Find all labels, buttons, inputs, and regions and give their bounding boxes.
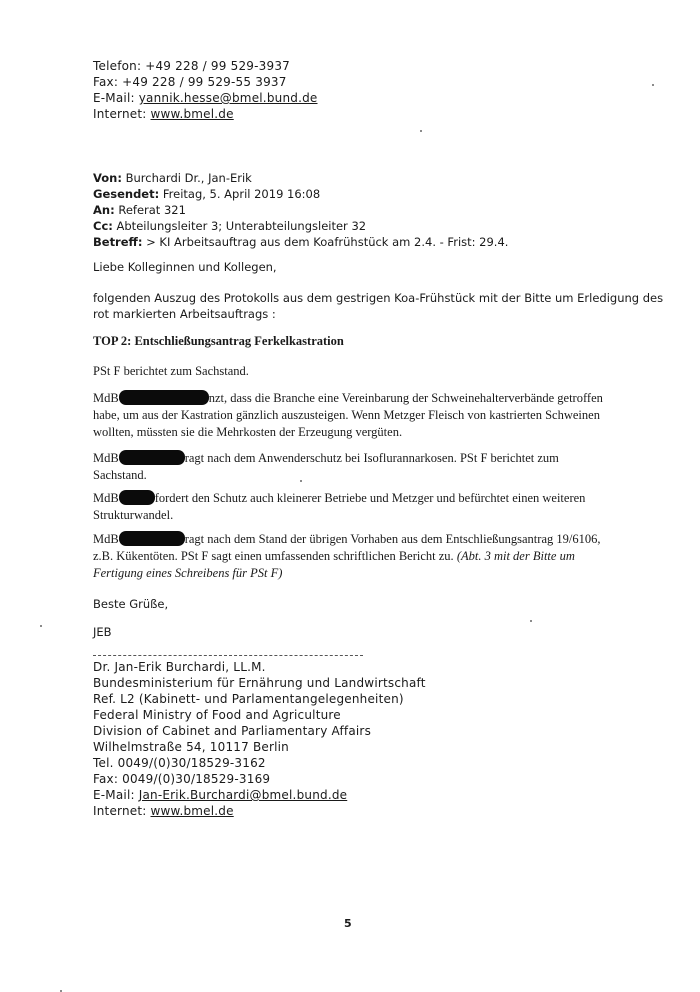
p5-mdb: MdB [93, 532, 119, 546]
p4-text-2: Strukturwandel. [93, 508, 174, 522]
sig-ministry-en: Federal Ministry of Food and Agriculture [93, 708, 341, 722]
redaction-bar [119, 450, 185, 465]
von-value: Burchardi Dr., Jan-Erik [125, 171, 252, 185]
email-header [93, 170, 508, 250]
betreff-label: Betreff: [93, 235, 143, 249]
protocol-p3 [93, 450, 559, 484]
redaction-bar [119, 390, 209, 405]
p5-text-1: ragt nach dem Stand der übrigen Vorhaben aus dem Entschließungsantrag 19/6106, [184, 532, 601, 546]
intro-line-2: rot markierten Arbeitsauftrags : [93, 307, 276, 321]
scan-speck [40, 625, 42, 627]
redaction-bar [119, 531, 185, 546]
p3-text-1: ragt nach dem Anwenderschutz bei Isoflurannarkosen. PSt F berichtet zum [184, 451, 559, 465]
sig-ref: Ref. L2 (Kabinett- und Parlamentangelegenheiten) [93, 692, 404, 706]
scan-speck [300, 480, 302, 482]
email-an [93, 202, 508, 218]
p5-text-2b: (Abt. 3 mit der Bitte um [456, 549, 575, 563]
header-internet-link[interactable]: www.bmel.de [150, 107, 234, 121]
intro-paragraph [93, 290, 663, 322]
p3-mdb: MdB [93, 451, 119, 465]
sig-ministry-de: Bundesministerium für Ernährung und Landwirtschaft [93, 676, 426, 690]
initials [93, 624, 112, 640]
sig-address: Wilhelmstraße 54, 10117 Berlin [93, 740, 289, 754]
p1-text: PSt F berichtet zum Sachstand. [93, 364, 249, 378]
greeting [93, 259, 277, 275]
scan-speck [420, 130, 422, 132]
p4-mdb: MdB [93, 491, 119, 505]
p3-text-2: Sachstand. [93, 468, 147, 482]
header-email-line [93, 90, 318, 106]
email-gesendet [93, 186, 508, 202]
closing [93, 596, 168, 612]
top-heading [93, 333, 344, 350]
signature-block [93, 659, 426, 819]
header-internet-line [93, 106, 318, 122]
signature-divider [93, 655, 363, 656]
page-number: 5 [344, 917, 352, 930]
an-value: Referat 321 [118, 203, 186, 217]
p4-line-1 [93, 490, 585, 507]
sig-tel: Tel. 0049/(0)30/18529-3162 [93, 756, 266, 770]
greeting-text: Liebe Kolleginnen und Kollegen, [93, 260, 277, 274]
sig-internet-line [93, 803, 426, 819]
intro-line-1: folgenden Auszug des Protokolls aus dem gestrigen Koa-Frühstück mit der Bitte um Erledigung des [93, 291, 664, 305]
p2-mdb: MdB [93, 391, 119, 405]
sig-division: Division of Cabinet and Parliamentary Affairs [93, 724, 372, 738]
protocol-p4 [93, 490, 585, 524]
sig-email-line [93, 787, 426, 803]
p4-text-1: fordert den Schutz auch kleinerer Betriebe und Metzger und befürchtet einen weiteren [154, 491, 586, 505]
p2-text-1: nzt, dass die Branche eine Vereinbarung der Schweinehalterverbände getroffen [208, 391, 603, 405]
gesendet-label: Gesendet: [93, 187, 160, 201]
p5-line-1 [93, 531, 600, 548]
sig-internet-link[interactable]: www.bmel.de [150, 804, 234, 818]
header-email-link[interactable]: yannik.hesse@bmel.bund.de [138, 91, 318, 105]
header-internet-label: Internet: [93, 107, 151, 121]
sig-name: Dr. Jan-Erik Burchardi, LL.M. [93, 660, 266, 674]
sig-email-label: E-Mail: [93, 788, 139, 802]
p5-text-2a: z.B. Kükentöten. PSt F sagt einen umfassenden schriftlichen Bericht zu. [93, 549, 457, 563]
cc-value: Abteilungsleiter 3; Unterabteilungsleiter 32 [116, 219, 367, 233]
sig-email-link[interactable]: Jan-Erik.Burchardi@bmel.bund.de [138, 788, 348, 802]
scan-speck [652, 84, 654, 86]
von-label: Von: [93, 171, 122, 185]
an-label: An: [93, 203, 115, 217]
header-telefon: Telefon: +49 228 / 99 529-3937 [93, 59, 290, 73]
p2-line-1 [93, 390, 603, 407]
header-email-label: E-Mail: [93, 91, 139, 105]
initials-text: JEB [93, 625, 112, 639]
email-von [93, 170, 508, 186]
sig-internet-label: Internet: [93, 804, 151, 818]
p2-text-3: wollten, müssten sie die Mehrkosten der Erzeugung vergüten. [93, 425, 403, 439]
header-fax: Fax: +49 228 / 99 529-55 3937 [93, 75, 287, 89]
protocol-p5 [93, 531, 600, 582]
gesendet-value: Freitag, 5. April 2019 16:08 [162, 187, 321, 201]
sig-fax: Fax: 0049/(0)30/18529-3169 [93, 772, 271, 786]
p3-line-1 [93, 450, 559, 467]
top-heading-text: TOP 2: Entschließungsantrag Ferkelkastration [93, 334, 344, 348]
p5-line-2 [93, 548, 600, 565]
betreff-value: > KI Arbeitsauftrag aus dem Koafrühstück am 2.4. - Frist: 29.4. [146, 235, 509, 249]
email-cc [93, 218, 508, 234]
p2-text-2: habe, um aus der Kastration gänzlich auszusteigen. Wenn Metzger Fleisch von kastrierten Schweinen [93, 408, 600, 422]
closing-text: Beste Grüße, [93, 597, 169, 611]
redaction-bar [119, 490, 155, 505]
scan-speck [530, 620, 532, 622]
protocol-p2 [93, 390, 603, 441]
header-contact [93, 58, 318, 122]
protocol-p1 [93, 363, 249, 380]
p5-text-3: Fertigung eines Schreibens für PSt F) [93, 566, 283, 580]
cc-label: Cc: [93, 219, 113, 233]
email-betreff [93, 234, 508, 250]
